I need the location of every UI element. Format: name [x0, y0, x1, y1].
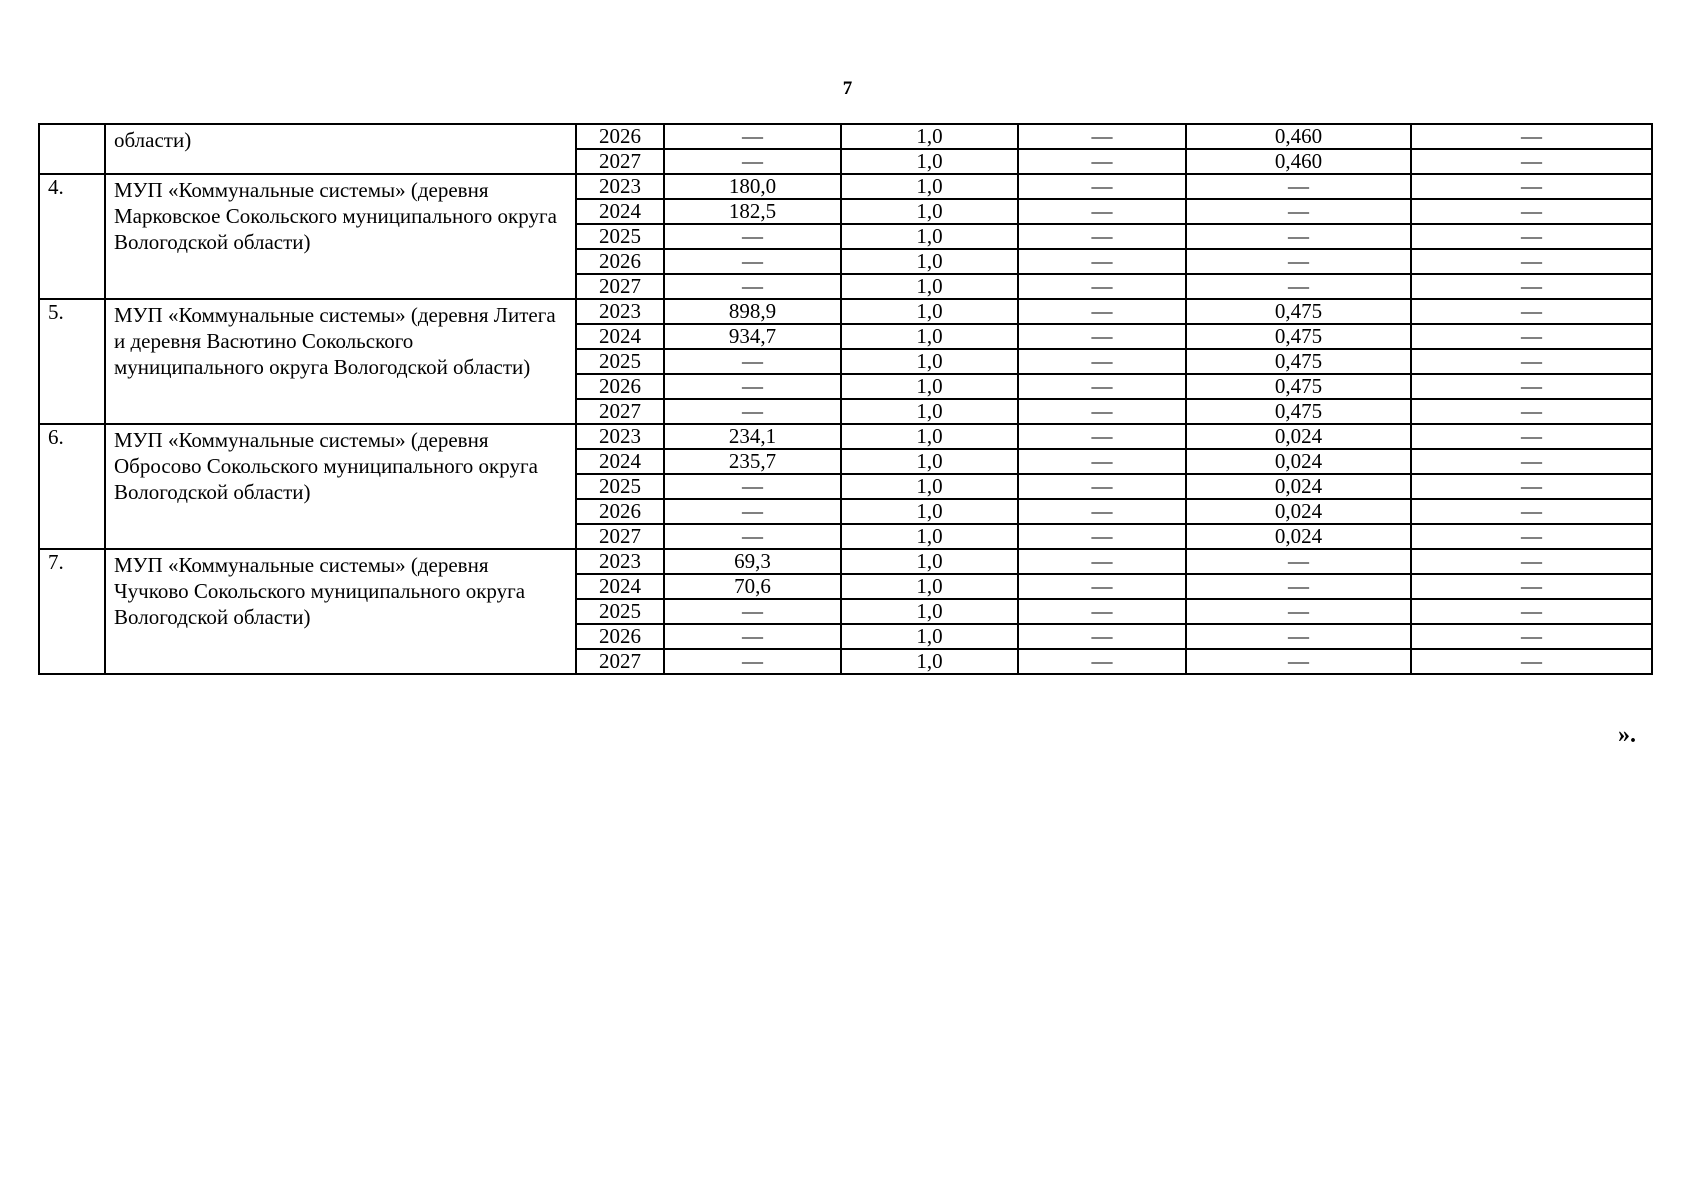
- coefficient-cell: 1,0: [841, 174, 1018, 199]
- indicator-cell: —: [1018, 399, 1186, 424]
- year-cell: 2024: [576, 324, 664, 349]
- year-cell: 2027: [576, 399, 664, 424]
- row-number-cell: 6.: [39, 424, 105, 549]
- extra-cell: —: [1411, 199, 1652, 224]
- row-number-cell: 5.: [39, 299, 105, 424]
- indicator-cell: —: [1018, 174, 1186, 199]
- closing-quote: ».: [1618, 722, 1636, 748]
- organization-name-cell: МУП «Коммунальные системы» (деревня Марковское Сокольского муниципального округа Вологодской области): [105, 174, 576, 299]
- rate-cell: 0,024: [1186, 474, 1411, 499]
- indicator-cell: —: [1018, 149, 1186, 174]
- organization-name-cell: МУП «Коммунальные системы» (деревня Чучково Сокольского муниципального округа Вологодской области): [105, 549, 576, 674]
- coefficient-cell: 1,0: [841, 374, 1018, 399]
- rate-cell: 0,475: [1186, 299, 1411, 324]
- row-number-cell: 7.: [39, 549, 105, 674]
- year-cell: 2026: [576, 374, 664, 399]
- coefficient-cell: 1,0: [841, 249, 1018, 274]
- extra-cell: —: [1411, 499, 1652, 524]
- extra-cell: —: [1411, 299, 1652, 324]
- value-cell: 234,1: [664, 424, 841, 449]
- year-cell: 2026: [576, 499, 664, 524]
- value-cell: —: [664, 249, 841, 274]
- rate-cell: 0,024: [1186, 424, 1411, 449]
- extra-cell: —: [1411, 474, 1652, 499]
- value-cell: —: [664, 399, 841, 424]
- organization-name-cell: МУП «Коммунальные системы» (деревня Обросово Сокольского муниципального округа Вологодской области): [105, 424, 576, 549]
- extra-cell: —: [1411, 524, 1652, 549]
- rate-cell: —: [1186, 224, 1411, 249]
- coefficient-cell: 1,0: [841, 574, 1018, 599]
- extra-cell: —: [1411, 649, 1652, 674]
- rate-cell: —: [1186, 649, 1411, 674]
- rate-cell: 0,460: [1186, 149, 1411, 174]
- rate-cell: 0,475: [1186, 399, 1411, 424]
- rate-cell: —: [1186, 599, 1411, 624]
- indicator-cell: —: [1018, 449, 1186, 474]
- coefficient-cell: 1,0: [841, 274, 1018, 299]
- indicator-cell: —: [1018, 474, 1186, 499]
- extra-cell: —: [1411, 274, 1652, 299]
- extra-cell: —: [1411, 424, 1652, 449]
- year-cell: 2023: [576, 549, 664, 574]
- indicator-cell: —: [1018, 499, 1186, 524]
- coefficient-cell: 1,0: [841, 649, 1018, 674]
- coefficient-cell: 1,0: [841, 449, 1018, 474]
- value-cell: —: [664, 524, 841, 549]
- year-cell: 2025: [576, 599, 664, 624]
- indicator-cell: —: [1018, 424, 1186, 449]
- rate-cell: —: [1186, 574, 1411, 599]
- coefficient-cell: 1,0: [841, 124, 1018, 149]
- coefficient-cell: 1,0: [841, 224, 1018, 249]
- rate-cell: —: [1186, 549, 1411, 574]
- indicator-cell: —: [1018, 524, 1186, 549]
- value-cell: 182,5: [664, 199, 841, 224]
- coefficient-cell: 1,0: [841, 524, 1018, 549]
- value-cell: —: [664, 224, 841, 249]
- row-number-cell: [39, 124, 105, 174]
- indicator-cell: —: [1018, 649, 1186, 674]
- value-cell: —: [664, 274, 841, 299]
- indicator-cell: —: [1018, 549, 1186, 574]
- indicator-cell: —: [1018, 374, 1186, 399]
- year-cell: 2027: [576, 274, 664, 299]
- coefficient-cell: 1,0: [841, 599, 1018, 624]
- year-cell: 2025: [576, 224, 664, 249]
- year-cell: 2024: [576, 199, 664, 224]
- rate-cell: 0,024: [1186, 524, 1411, 549]
- organization-name-cell: области): [105, 124, 576, 174]
- coefficient-cell: 1,0: [841, 299, 1018, 324]
- indicator-cell: —: [1018, 599, 1186, 624]
- rate-cell: —: [1186, 624, 1411, 649]
- coefficient-cell: 1,0: [841, 499, 1018, 524]
- rate-cell: 0,475: [1186, 324, 1411, 349]
- table-row: [39, 424, 1652, 449]
- rate-cell: 0,475: [1186, 374, 1411, 399]
- value-cell: 70,6: [664, 574, 841, 599]
- year-cell: 2027: [576, 524, 664, 549]
- indicator-cell: —: [1018, 349, 1186, 374]
- extra-cell: —: [1411, 449, 1652, 474]
- table-row: [39, 299, 1652, 324]
- coefficient-cell: 1,0: [841, 199, 1018, 224]
- rate-cell: —: [1186, 174, 1411, 199]
- table-row: [39, 174, 1652, 199]
- indicator-cell: —: [1018, 324, 1186, 349]
- coefficient-cell: 1,0: [841, 399, 1018, 424]
- indicator-cell: —: [1018, 224, 1186, 249]
- extra-cell: —: [1411, 599, 1652, 624]
- year-cell: 2025: [576, 474, 664, 499]
- extra-cell: —: [1411, 124, 1652, 149]
- extra-cell: —: [1411, 574, 1652, 599]
- extra-cell: —: [1411, 549, 1652, 574]
- extra-cell: —: [1411, 224, 1652, 249]
- table-row: [39, 124, 1652, 149]
- extra-cell: —: [1411, 374, 1652, 399]
- year-cell: 2024: [576, 449, 664, 474]
- page-number: 7: [842, 78, 853, 99]
- extra-cell: —: [1411, 349, 1652, 374]
- year-cell: 2027: [576, 649, 664, 674]
- coefficient-cell: 1,0: [841, 324, 1018, 349]
- rate-cell: —: [1186, 199, 1411, 224]
- year-cell: 2025: [576, 349, 664, 374]
- extra-cell: —: [1411, 249, 1652, 274]
- year-cell: 2026: [576, 124, 664, 149]
- indicator-cell: —: [1018, 249, 1186, 274]
- rate-cell: —: [1186, 249, 1411, 274]
- rate-cell: 0,460: [1186, 124, 1411, 149]
- value-cell: 69,3: [664, 549, 841, 574]
- year-cell: 2027: [576, 149, 664, 174]
- year-cell: 2024: [576, 574, 664, 599]
- value-cell: —: [664, 499, 841, 524]
- value-cell: 180,0: [664, 174, 841, 199]
- value-cell: —: [664, 149, 841, 174]
- year-cell: 2023: [576, 174, 664, 199]
- value-cell: —: [664, 474, 841, 499]
- value-cell: 235,7: [664, 449, 841, 474]
- value-cell: 934,7: [664, 324, 841, 349]
- coefficient-cell: 1,0: [841, 624, 1018, 649]
- coefficient-cell: 1,0: [841, 474, 1018, 499]
- row-number-cell: 4.: [39, 174, 105, 299]
- indicator-cell: —: [1018, 124, 1186, 149]
- rate-cell: —: [1186, 274, 1411, 299]
- tariff-table: [38, 123, 1653, 675]
- value-cell: —: [664, 599, 841, 624]
- rate-cell: 0,024: [1186, 449, 1411, 474]
- indicator-cell: —: [1018, 274, 1186, 299]
- table-body: [39, 124, 1652, 674]
- organization-name-cell: МУП «Коммунальные системы» (деревня Литега и деревня Васютино Сокольского муниципального округа Вологодской области): [105, 299, 576, 424]
- year-cell: 2026: [576, 624, 664, 649]
- extra-cell: —: [1411, 149, 1652, 174]
- indicator-cell: —: [1018, 199, 1186, 224]
- table-row: [39, 549, 1652, 574]
- extra-cell: —: [1411, 399, 1652, 424]
- coefficient-cell: 1,0: [841, 349, 1018, 374]
- coefficient-cell: 1,0: [841, 149, 1018, 174]
- indicator-cell: —: [1018, 574, 1186, 599]
- extra-cell: —: [1411, 624, 1652, 649]
- value-cell: —: [664, 624, 841, 649]
- year-cell: 2026: [576, 249, 664, 274]
- rate-cell: 0,024: [1186, 499, 1411, 524]
- coefficient-cell: 1,0: [841, 549, 1018, 574]
- rate-cell: 0,475: [1186, 349, 1411, 374]
- value-cell: —: [664, 349, 841, 374]
- extra-cell: —: [1411, 324, 1652, 349]
- indicator-cell: —: [1018, 299, 1186, 324]
- value-cell: 898,9: [664, 299, 841, 324]
- value-cell: —: [664, 124, 841, 149]
- year-cell: 2023: [576, 299, 664, 324]
- extra-cell: —: [1411, 174, 1652, 199]
- value-cell: —: [664, 649, 841, 674]
- indicator-cell: —: [1018, 624, 1186, 649]
- value-cell: —: [664, 374, 841, 399]
- coefficient-cell: 1,0: [841, 424, 1018, 449]
- year-cell: 2023: [576, 424, 664, 449]
